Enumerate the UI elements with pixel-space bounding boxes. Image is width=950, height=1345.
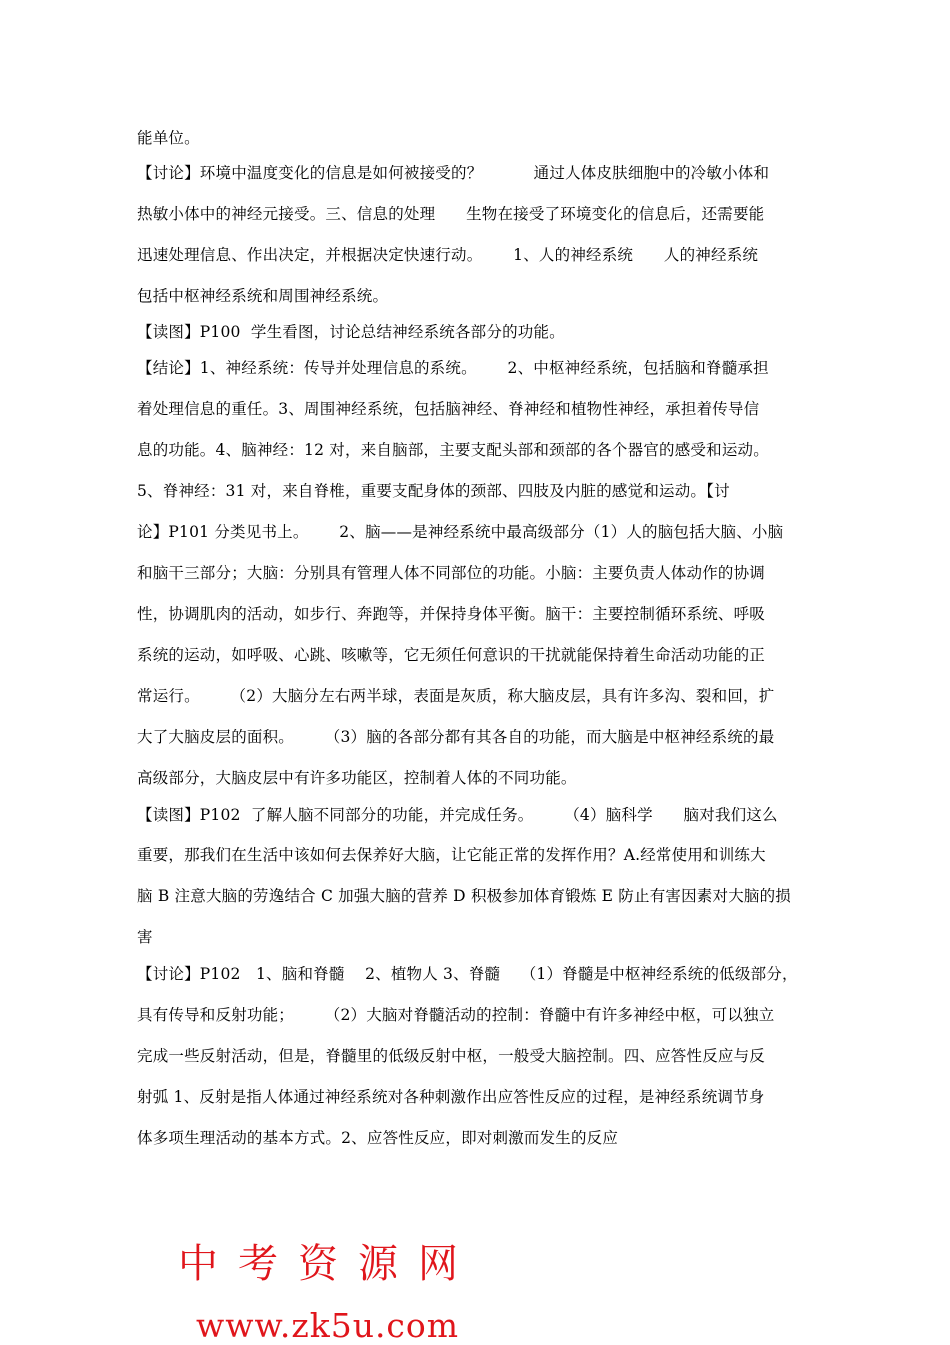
text-line-19: 重要，那我们在生活中该如何去保养好大脑，让它能正常的发挥作用？A.经常使用和训练大	[137, 846, 766, 864]
text-line-18: 【读图】P102 了解人脑不同部分的功能，并完成任务。 （4）脑科学 脑对我们这么	[137, 806, 778, 824]
text-line-25: 射弧 1、反射是指人体通过神经系统对各种刺激作出应答性反应的过程，是神经系统调节身	[137, 1088, 765, 1106]
text-line-6: 【读图】P100 学生看图，讨论总结神经系统各部分的功能。	[137, 323, 565, 341]
text-line-7: 【结论】1、神经系统：传导并处理信息的系统。 2、中枢神经系统，包括脑和脊髓承担	[137, 359, 769, 377]
text-line-1: 能单位。	[137, 129, 200, 147]
watermark-title: 中考资源网	[178, 1241, 478, 1287]
text-line-23: 具有传导和反射功能； （2）大脑对脊髓活动的控制：脊髓中有许多神经中枢，可以独立	[137, 1006, 775, 1024]
text-line-21: 害	[137, 928, 153, 946]
text-line-26: 体多项生理活动的基本方式。2、应答性反应，即对刺激而发生的反应	[137, 1129, 619, 1147]
text-line-17: 高级部分，大脑皮层中有许多功能区，控制着人体的不同功能。	[137, 769, 577, 787]
text-line-2: 【讨论】环境中温度变化的信息是如何被接受的？ 通过人体皮肤细胞中的冷敏小体和	[137, 164, 770, 182]
text-line-14: 系统的运动，如呼吸、心跳、咳嗽等，它无须任何意识的干扰就能保持着生命活动功能的正	[137, 646, 766, 664]
text-line-10: 5、脊神经：31 对，来自脊椎，重要支配身体的颈部、四肢及内脏的感觉和运动。【讨	[137, 482, 730, 500]
text-line-5: 包括中枢神经系统和周围神经系统。	[137, 287, 389, 305]
text-line-3: 热敏小体中的神经元接受。三、信息的处理 生物在接受了环境变化的信息后，还需要能	[137, 205, 765, 223]
text-line-20: 脑 B 注意大脑的劳逸结合 C 加强大脑的营养 D 积极参加体育锻炼 E 防止有害因素对大脑的损	[137, 887, 792, 905]
text-line-13: 性，协调肌肉的活动，如步行、奔跑等，并保持身体平衡。脑干：主要控制循环系统、呼吸	[137, 605, 766, 623]
text-line-8: 着处理信息的重任。3、周围神经系统，包括脑神经、脊神经和植物性神经，承担着传导信	[137, 400, 760, 418]
text-line-11: 论】P101 分类见书上。 2、脑——是神经系统中最高级部分（1）人的脑包括大脑、小脑	[137, 523, 784, 541]
text-line-22: 【讨论】P102 1、脑和脊髓 2、植物人 3、脊髓 （1）脊髓是中枢神经系统的低级部分，	[137, 965, 798, 983]
text-line-16: 大了大脑皮层的面积。 （3）脑的各部分都有其各自的功能，而大脑是中枢神经系统的最	[137, 728, 775, 746]
text-line-24: 完成一些反射活动，但是，脊髓里的低级反射中枢，一般受大脑控制。四、应答性反应与反	[137, 1047, 766, 1065]
text-line-15: 常运行。 （2）大脑分左右两半球，表面是灰质，称大脑皮层，具有许多沟、裂和回，扩	[137, 687, 775, 705]
text-line-12: 和脑干三部分；大脑：分别具有管理人体不同部位的功能。小脑：主要负责人体动作的协调	[137, 564, 766, 582]
text-line-4: 迅速处理信息、作出决定，并根据决定快速行动。 1、人的神经系统 人的神经系统	[137, 246, 759, 264]
watermark-url: www.zk5u.com	[196, 1306, 460, 1345]
text-line-9: 息的功能。4、脑神经：12 对，来自脑部，主要支配头部和颈部的各个器官的感受和运动。	[137, 441, 769, 459]
